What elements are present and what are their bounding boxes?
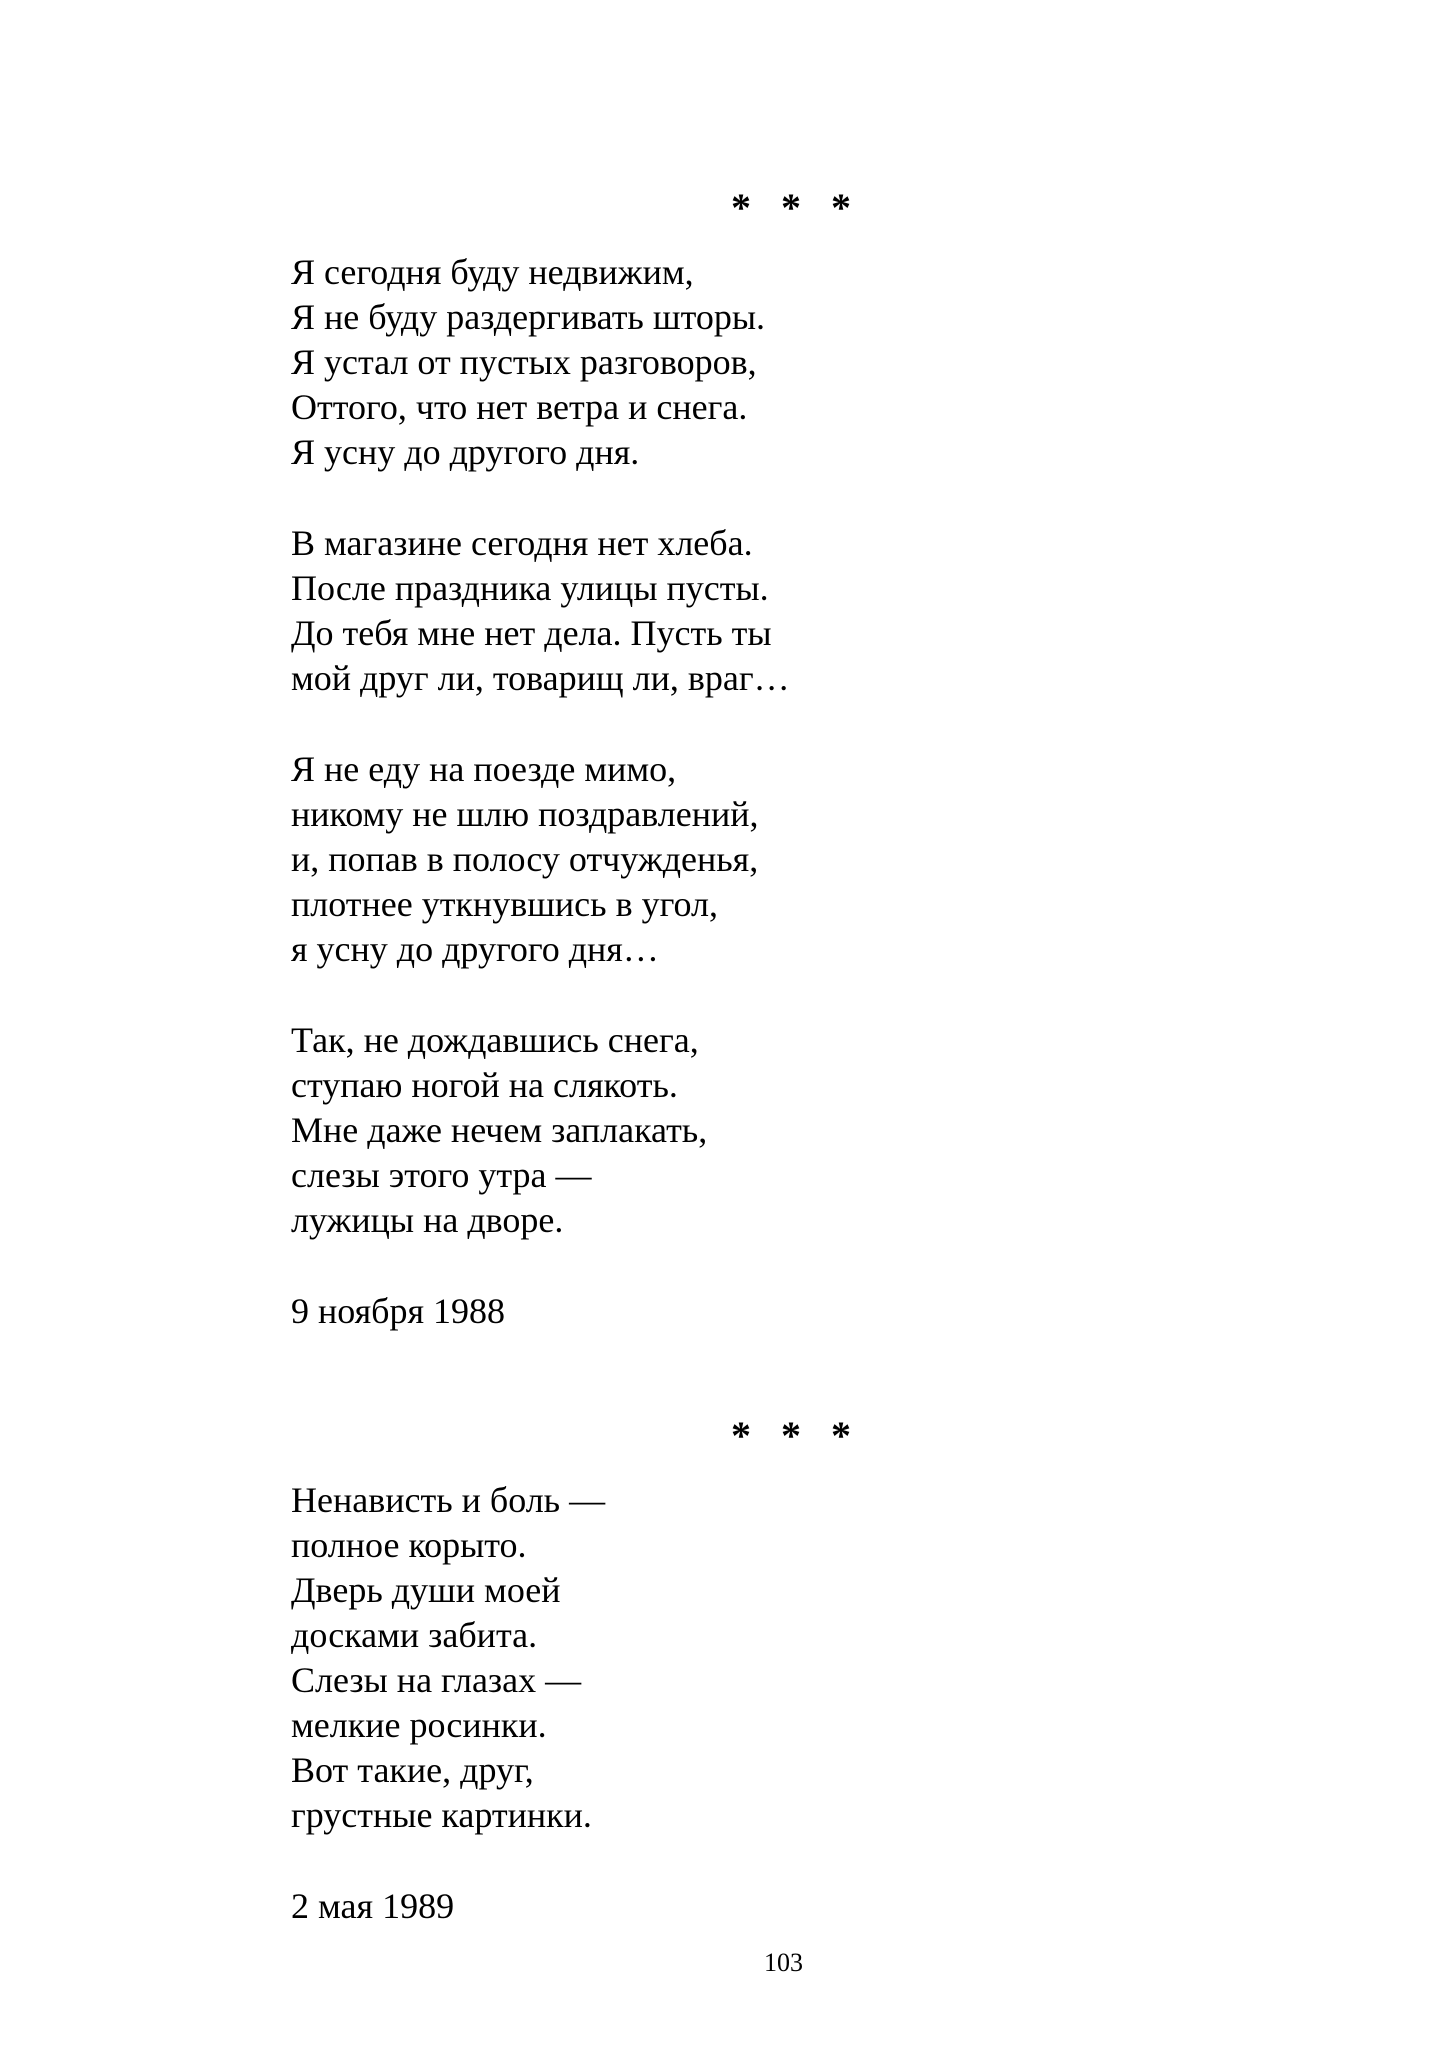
poem-line: Я не еду на поезде мимо,	[291, 749, 677, 789]
poem-line: слезы этого утра —	[291, 1155, 592, 1195]
poem-line: Слезы на глазах —	[291, 1660, 582, 1700]
stanza-3	[291, 747, 790, 972]
poem-line: Оттого, что нет ветра и снега.	[291, 387, 748, 427]
stanza-4	[291, 1018, 790, 1243]
poem-line: плотнее уткнувшись в угол,	[291, 884, 718, 924]
stanza-1	[291, 1478, 605, 1838]
poem-line: лужицы на дворе.	[291, 1200, 564, 1240]
poem-line: После праздника улицы пусты.	[291, 568, 769, 608]
poem-line: досками забита.	[291, 1615, 538, 1655]
poem-date: 2 мая 1989	[291, 1886, 455, 1926]
poem-line: Дверь души моей	[291, 1570, 561, 1610]
poem-date: 9 ноября 1988	[291, 1291, 506, 1331]
poem-line: Я устал от пустых разговоров,	[291, 342, 757, 382]
poem-line: Я сегодня буду недвижим,	[291, 252, 694, 292]
poem-separator: * * *	[731, 185, 861, 230]
poem-line: грустные картинки.	[291, 1795, 592, 1835]
poem-line: В магазине сегодня нет хлеба.	[291, 523, 753, 563]
poem-line: мой друг ли, товарищ ли, враг…	[291, 658, 790, 698]
poem-line: ступаю ногой на слякоть.	[291, 1065, 678, 1105]
poem-body	[291, 250, 790, 1334]
poem-line: полное корыто.	[291, 1525, 527, 1565]
poem-line: Вот такие, друг,	[291, 1750, 534, 1790]
page-number: 103	[764, 1948, 803, 1977]
poem-line: Я усну до другого дня.	[291, 432, 640, 472]
poem-line: никому не шлю поздравлений,	[291, 794, 759, 834]
poem-line: Мне даже нечем заплакать,	[291, 1110, 708, 1150]
poem-line: Так, не дождавшись снега,	[291, 1020, 699, 1060]
stanza-1	[291, 250, 790, 475]
poem-body	[291, 1478, 605, 1929]
poem-separator: * * *	[731, 1413, 861, 1458]
poem-line: Ненависть и боль —	[291, 1480, 606, 1520]
poem-line: и, попав в полосу отчужденья,	[291, 839, 759, 879]
poem-line: До тебя мне нет дела. Пусть ты	[291, 613, 772, 653]
stanza-2	[291, 521, 790, 701]
poem-line: я усну до другого дня…	[291, 929, 659, 969]
poem-line: Я не буду раздергивать шторы.	[291, 297, 766, 337]
poem-line: мелкие росинки.	[291, 1705, 547, 1745]
